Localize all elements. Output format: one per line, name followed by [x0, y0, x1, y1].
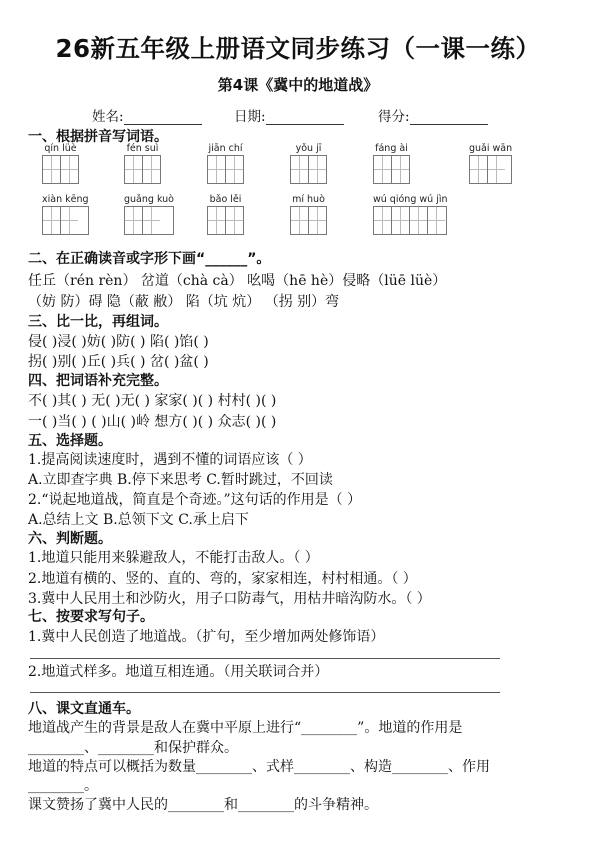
tianzige-grid[interactable] [290, 206, 327, 235]
character-cell[interactable] [488, 156, 505, 183]
character-cell[interactable] [374, 156, 392, 183]
tianzige-grid[interactable] [373, 206, 447, 235]
pinyin-word-box[interactable] [42, 193, 89, 235]
section-2-heading: 二、在正确读音或字形下画“______”。 [28, 251, 271, 267]
options-5-2: A.总结上文 B.总领下文 C.承上启下 [28, 512, 249, 528]
question-6-2: 2.地道有横的、竖的、直的、弯的，家家相连，村村相通。（ ） [28, 571, 417, 587]
name-label: 姓名: [92, 109, 124, 125]
question-7-2: 2.地道式样多。地道互相连通。（用关联词合并） [28, 664, 329, 680]
character-cell[interactable] [410, 207, 428, 234]
pinyin-label: mí huò [292, 194, 325, 205]
character-cell[interactable] [208, 156, 226, 183]
question-6-3: 3.冀中人民用土和沙防火，用子口防毒气，用枯井暗沟防水。（ ） [28, 591, 431, 607]
pinyin-word-box[interactable] [290, 193, 327, 235]
pinyin-word-box[interactable] [207, 193, 244, 235]
question-6-1: 1.地道只能用来躲避敌人，不能打击敌人。（ ） [28, 550, 319, 566]
answer-line-7-2[interactable] [30, 692, 500, 693]
section-2-line-2: （妨 防）碍 隐（蔽 敝） 陷（坑 炕） （拐 别）弯 [28, 294, 340, 310]
section-1-heading: 一、根据拼音写词语。 [28, 129, 168, 145]
character-cell[interactable] [61, 156, 78, 183]
tianzige-grid[interactable] [373, 155, 410, 184]
pinyin-word-box[interactable] [42, 142, 79, 184]
character-cell[interactable] [392, 156, 409, 183]
section-8-line-4: ________。 [28, 778, 98, 794]
pinyin-word-box[interactable] [469, 142, 512, 184]
name-field[interactable] [92, 105, 202, 125]
date-blank[interactable] [266, 109, 344, 125]
character-cell[interactable] [226, 207, 243, 234]
pinyin-label: qín lüè [44, 143, 77, 154]
tianzige-grid[interactable] [207, 206, 244, 235]
question-5-1: 1.提高阅读速度时，遇到不懂的词语应该（ ） [28, 452, 312, 468]
pinyin-label: guǎi wān [469, 143, 513, 154]
tianzige-grid[interactable] [42, 206, 89, 235]
pinyin-label: fáng ài [375, 143, 408, 154]
character-cell[interactable] [125, 207, 143, 234]
answer-line-7-1[interactable] [30, 658, 500, 659]
character-cell[interactable] [291, 207, 309, 234]
character-cell[interactable] [43, 156, 61, 183]
section-3-line-2: 拐( )别( )丘( )兵( ) 岔( )盆( ) [28, 354, 209, 370]
character-cell[interactable] [428, 207, 445, 234]
section-8-line-5: 课文赞扬了冀中人民的________和________的斗争精神。 [28, 797, 378, 813]
section-2-line-1: 任丘（rén rèn） 岔道（chà cà） 吆喝（hē hè）侵略（lüē lüè） [28, 273, 447, 289]
tianzige-grid[interactable] [469, 155, 512, 184]
character-cell[interactable] [143, 207, 160, 234]
pinyin-label: bǎo lěi [209, 194, 242, 205]
options-5-1: A.立即查字典 B.停下来思考 C.暂时跳过，不回读 [28, 472, 333, 488]
character-cell[interactable] [470, 156, 488, 183]
question-7-1: 1.冀中人民创造了地道战。（扩句，至少增加两处修饰语） [28, 629, 385, 645]
section-6-heading: 六、判断题。 [28, 531, 112, 547]
character-cell[interactable] [61, 207, 78, 234]
character-cell[interactable] [125, 156, 143, 183]
section-8-heading: 八、课文直通车。 [28, 701, 140, 717]
tianzige-grid[interactable] [124, 206, 174, 235]
character-cell[interactable] [291, 156, 309, 183]
pinyin-label: wú qióng wú jìn [373, 194, 448, 205]
date-field[interactable] [234, 105, 344, 125]
character-cell[interactable] [392, 207, 410, 234]
section-3-heading: 三、比一比，再组词。 [28, 314, 168, 330]
section-8-line-2: ________、________和保护群众。 [28, 740, 238, 756]
question-5-2: 2.“说起地道战，简直是个奇迹。”这句话的作用是（ ） [28, 492, 362, 508]
pinyin-word-box[interactable] [373, 142, 410, 184]
pinyin-word-box[interactable] [124, 142, 161, 184]
character-cell[interactable] [374, 207, 392, 234]
pinyin-label: yǒu jī [295, 143, 322, 154]
tianzige-grid[interactable] [207, 155, 244, 184]
score-field[interactable] [378, 105, 488, 125]
section-7-heading: 七、按要求写句子。 [28, 609, 154, 625]
score-label: 得分: [378, 109, 410, 125]
character-cell[interactable] [43, 207, 61, 234]
section-3-line-1: 侵( )浸( )妨( )防( ) 陷( )馅( ) [28, 334, 209, 350]
section-4-line-1: 不( )其( ) 无( )无( ) 家家( )( ) 村村( )( ) [28, 393, 277, 409]
section-5-heading: 五、选择题。 [28, 433, 112, 449]
pinyin-word-box[interactable] [373, 193, 447, 235]
section-8-line-3: 地道的特点可以概括为数量________、式样________、构造________、作用 [28, 759, 490, 775]
section-8-line-1: 地道战产生的背景是敌人在冀中平原上进行“________”。地道的作用是 [28, 720, 463, 736]
character-cell[interactable] [143, 156, 160, 183]
pinyin-label: jiān chí [208, 143, 243, 154]
character-cell[interactable] [226, 156, 243, 183]
pinyin-word-box[interactable] [290, 142, 327, 184]
page-title: 26新五年级上册语文同步练习（一课一练） [55, 34, 541, 63]
pinyin-label: xiàn kēng [42, 194, 89, 205]
score-blank[interactable] [410, 109, 488, 125]
tianzige-grid[interactable] [42, 155, 79, 184]
character-cell[interactable] [208, 207, 226, 234]
character-cell[interactable] [309, 156, 326, 183]
pinyin-word-box[interactable] [124, 193, 174, 235]
lesson-title: 第4课《冀中的地道战》 [217, 76, 379, 94]
pinyin-label: fén suì [126, 143, 159, 154]
pinyin-word-box[interactable] [207, 142, 244, 184]
name-blank[interactable] [124, 109, 202, 125]
section-4-heading: 四、把词语补充完整。 [28, 373, 168, 389]
tianzige-grid[interactable] [290, 155, 327, 184]
section-4-line-2: 一( )当( ) ( )山( )岭 想方( )( ) 众志( )( ) [28, 414, 277, 430]
character-cell[interactable] [309, 207, 326, 234]
pinyin-label: guǎng kuò [124, 194, 174, 205]
tianzige-grid[interactable] [124, 155, 161, 184]
date-label: 日期: [234, 109, 266, 125]
